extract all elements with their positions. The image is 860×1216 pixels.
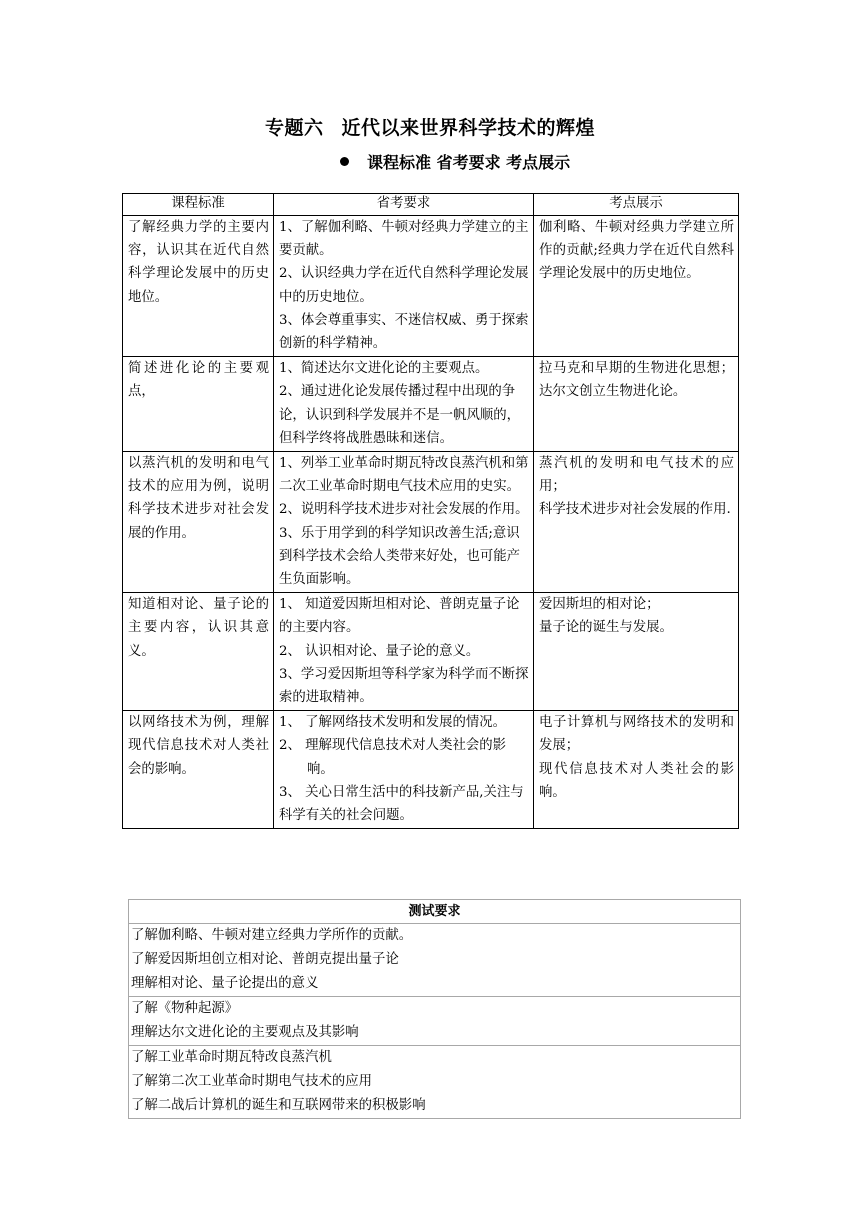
bullet-icon bbox=[340, 157, 349, 166]
requirement-item: 3、体会尊重事实、不迷信权威、勇于探索创新的科学精神。 bbox=[279, 312, 529, 352]
test-item: 理解达尔文进化论的主要观点及其影响 bbox=[131, 1025, 359, 1040]
point-item: 蒸汽机的发明和电气技术的应用； bbox=[539, 456, 734, 495]
points-cell bbox=[534, 357, 739, 452]
requirement-item: 1、 了解网络技术发明和发展的情况。 bbox=[279, 715, 507, 731]
test-group-cell bbox=[129, 924, 741, 997]
test-item: 了解《物种起源》 bbox=[131, 1001, 239, 1016]
points-cell bbox=[534, 452, 739, 593]
test-requirements-table bbox=[128, 899, 741, 1119]
requirement-item: 2、通过进化论发展传播过程中出现的争论，认识到科学发展并不是一帆风顺的，但科学终将战胜愚昧和迷信。 bbox=[279, 384, 521, 446]
requirement-item: 2、认识经典力学在近代自然科学理论发展中的历史地位。 bbox=[279, 266, 529, 305]
requirement-item: 3、乐于用学到的科学知识改善生活;意识到科学技术会给人类带来好处，也可能产生负面影响。 bbox=[279, 525, 521, 588]
point-item: 量子论的诞生与发展。 bbox=[539, 620, 673, 636]
requirements-cell bbox=[274, 711, 534, 829]
test-item: 了解伽利略、牛顿对建立经典力学所作的贡献。 bbox=[131, 928, 413, 943]
test-group bbox=[129, 1046, 741, 1119]
header-requirements: 省考要求 bbox=[274, 194, 534, 216]
test-group-cell bbox=[129, 997, 741, 1046]
test-group-cell bbox=[129, 1046, 741, 1119]
table-row bbox=[123, 711, 739, 829]
requirement-item: 2、 认识相对论、量子论的意义。 bbox=[279, 643, 480, 659]
requirement-item: 1、列举工业革命时期瓦特改良蒸汽机和第二次工业革命时期电气技术应用的史实。 bbox=[279, 456, 529, 495]
test-group bbox=[129, 924, 741, 997]
requirement-item: 2、 理解现代信息技术对人类社会的影响。 bbox=[279, 738, 507, 777]
point-item: 科学技术进步对社会发展的作用. bbox=[539, 502, 731, 518]
standard-cell: 了解经典力学的主要内容，认识其在近代自然科学理论发展中的历史地位。 bbox=[123, 216, 274, 357]
requirement-item: 3、 关心日常生活中的科技新产品,关注与科学有关的社会问题。 bbox=[279, 784, 524, 824]
test-item: 了解第二次工业革命时期电气技术的应用 bbox=[131, 1074, 373, 1089]
header-standard: 课程标准 bbox=[123, 194, 274, 216]
table-row bbox=[123, 452, 739, 593]
point-item: 拉马克和早期的生物进化思想；达尔文创立生物进化论。 bbox=[539, 361, 734, 400]
standard-cell: 以蒸汽机的发明和电气技术的应用为例，说明科学技术进步对社会发展的作用。 bbox=[123, 452, 274, 593]
test-item: 了解二战后计算机的诞生和互联网带来的积极影响 bbox=[131, 1098, 426, 1113]
title-topic-number: 专题六 bbox=[264, 117, 324, 139]
requirements-cell bbox=[274, 216, 534, 357]
curriculum-table-header bbox=[123, 194, 739, 216]
header-points: 考点展示 bbox=[534, 194, 739, 216]
table-row bbox=[123, 593, 739, 711]
test-item: 了解工业革命时期瓦特改良蒸汽机 bbox=[131, 1050, 332, 1065]
subtitle-text: 课程标准 省考要求 考点展示 bbox=[367, 153, 571, 172]
standard-cell: 知道相对论、量子论的主要内容，认识其意义。 bbox=[123, 593, 274, 711]
requirement-item: 3、学习爱因斯坦等科学家为科学而不断探索的进取精神。 bbox=[279, 666, 529, 706]
table-row bbox=[123, 216, 739, 357]
point-item: 现代信息技术对人类社会的影响。 bbox=[539, 761, 734, 800]
standard-cell: 以网络技术为例，理解现代信息技术对人类社会的影响。 bbox=[123, 711, 274, 829]
requirements-cell bbox=[274, 593, 534, 711]
standard-cell: 简述进化论的主要观点， bbox=[123, 357, 274, 452]
points-cell bbox=[534, 216, 739, 357]
test-group bbox=[129, 997, 741, 1046]
requirement-item: 1、了解伽利略、牛顿对经典力学建立的主要贡献。 bbox=[279, 220, 529, 259]
test-item: 理解相对论、量子论提出的意义 bbox=[131, 976, 319, 991]
requirement-item: 2、说明科学技术进步对社会发展的作用。 bbox=[279, 502, 529, 518]
point-item: 伽利略、牛顿对经典力学建立所作的贡献;经典力学在近代自然科学理论发展中的历史地位。 bbox=[539, 220, 734, 282]
table-row bbox=[123, 357, 739, 452]
points-cell bbox=[534, 711, 739, 829]
requirements-cell bbox=[274, 357, 534, 452]
test-table-header bbox=[129, 900, 741, 924]
requirement-item: 1、简述达尔文进化论的主要观点。 bbox=[279, 361, 489, 377]
test-header: 测试要求 bbox=[129, 900, 741, 924]
section-subtitle bbox=[340, 150, 640, 173]
curriculum-table bbox=[122, 193, 739, 829]
points-cell bbox=[534, 593, 739, 711]
page-title bbox=[0, 113, 860, 140]
point-item: 爱因斯坦的相对论； bbox=[539, 597, 660, 613]
title-topic-name: 近代以来世界科学技术的辉煌 bbox=[341, 117, 596, 139]
requirement-item: 1、 知道爱因斯坦相对论、普朗克量子论的主要内容。 bbox=[279, 597, 520, 636]
point-item: 电子计算机与网络技术的发明和发展； bbox=[539, 715, 734, 754]
test-item: 了解爱因斯坦创立相对论、普朗克提出量子论 bbox=[131, 952, 399, 967]
requirements-cell bbox=[274, 452, 534, 593]
